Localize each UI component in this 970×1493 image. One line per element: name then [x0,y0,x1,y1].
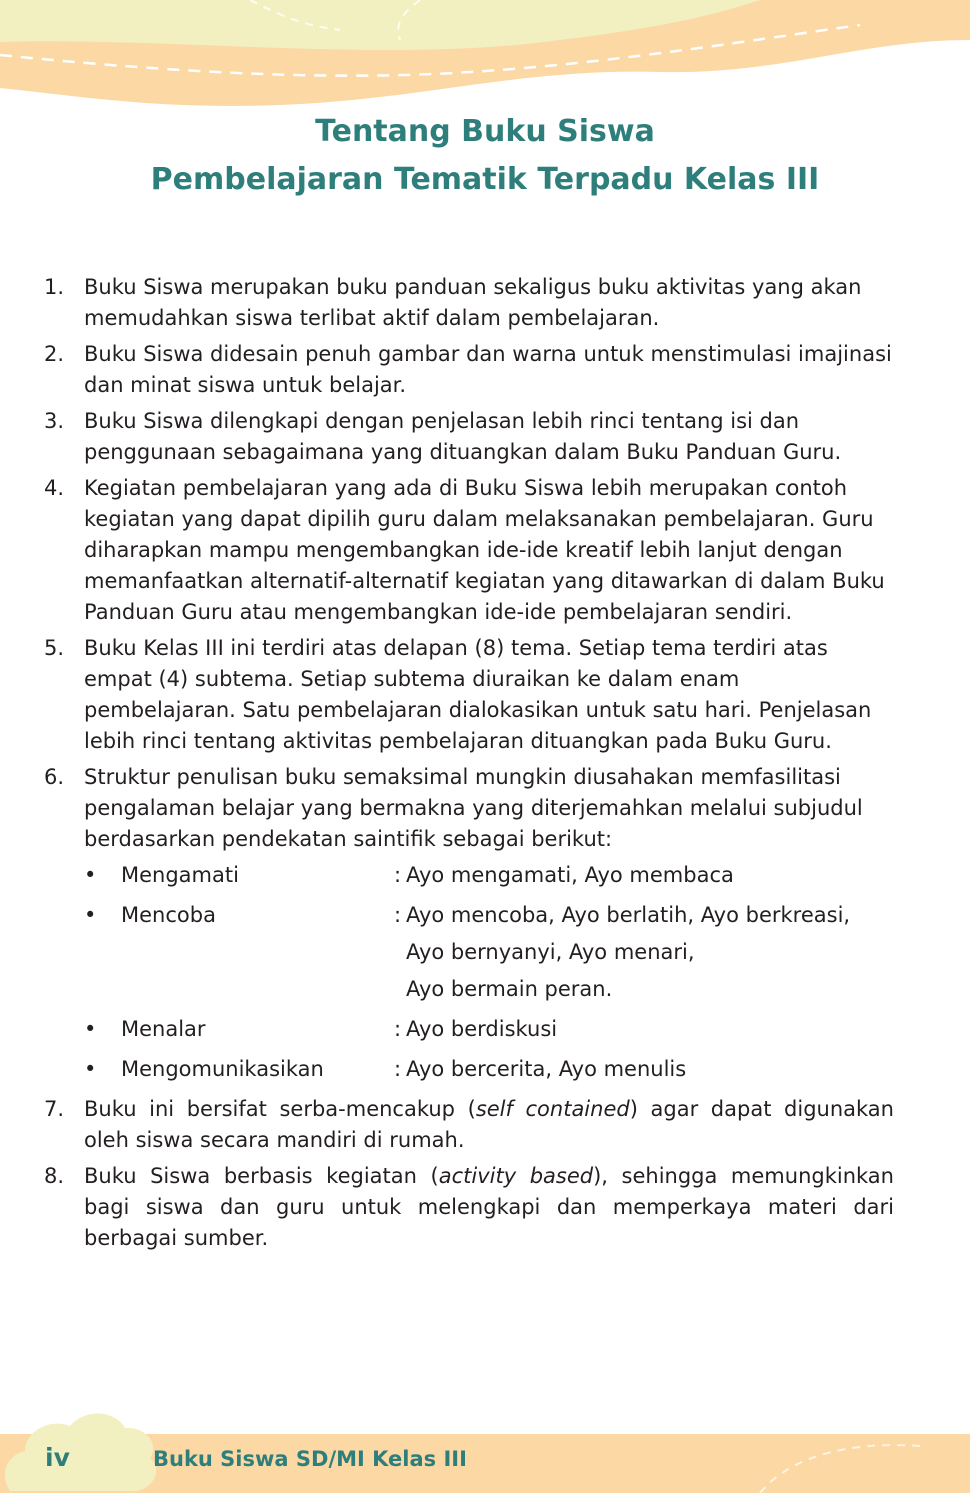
bullet-row-mencoba [44,900,894,1008]
bullet-value [406,857,894,894]
item-text: Struktur penulisan buku semaksimal mungkin diusahakan memfasilitasi pengalaman belajar yang bermakna yang diterjemahkan melalui subjudul berdasarkan pendekatan saintifik sebagai berikut: [84,765,863,851]
bullet-dot: • [84,863,97,887]
page-title [0,108,970,204]
bullet-name: Mencoba [121,903,216,927]
item-number: 6. [44,765,65,789]
bullet-value-line: Ayo berdiskusi [406,1017,558,1041]
bullet-value-line: Ayo mengamati, Ayo membaca [406,863,734,887]
bullet-dot: • [84,1057,97,1081]
item-number: 8. [44,1164,65,1188]
bullet-value [406,1051,894,1088]
item-number: 7. [44,1097,65,1121]
item-number: 1. [44,275,65,299]
footer-band-decoration [0,1396,970,1493]
item-text: Kegiatan pembelajaran yang ada di Buku Siswa lebih merupakan contoh kegiatan yang dapat dipilih guru dalam melaksanakan pembelajaran. Guru diharapkan mampu mengembangkan ide-ide kreatif lebih lanjut dengan memanfaatkan alternatif-alternatif kegiatan yang ditawarkan di dalam Buku Panduan Guru atau mengembangkan ide-ide pembelajaran sendiri. [84,476,885,624]
list-item [44,1161,894,1254]
list-item [44,406,894,468]
bullet-value [406,1011,894,1048]
bullet-name: Menalar [121,1017,206,1041]
item-text: Buku Siswa didesain penuh gambar dan warna untuk menstimulasi imajinasi dan minat siswa untuk belajar. [84,342,892,397]
list-item [44,339,894,401]
footer-book-title: Buku Siswa SD/MI Kelas III [153,1447,467,1471]
item-number: 3. [44,409,65,433]
list-item [44,1094,894,1156]
numbered-list [44,272,894,1259]
header-wave-decoration [0,0,970,120]
bullet-colon: : [394,1017,402,1041]
bullet-value-line: Ayo mencoba, Ayo berlatih, Ayo berkreasi, [406,903,851,927]
title-line-1: Tentang Buku Siswa [315,114,655,149]
italic-term: activity based [438,1164,594,1188]
bullet-row-mengomunikasikan [44,1054,894,1088]
italic-term: self contained [475,1097,630,1121]
item-text: Buku Siswa merupakan buku panduan sekaligus buku aktivitas yang akan memudahkan siswa terlibat aktif dalam pembelajaran. [84,275,862,330]
item-text: Buku Kelas III ini terdiri atas delapan (8) tema. Setiap tema terdiri atas empat (4) subtema. Setiap subtema diuraikan ke dalam enam pembelajaran. Satu pembelajaran dialokasikan untuk satu hari. Penjelasan lebih rinci tentang aktivitas pembelajaran dituangkan pada Buku Guru. [84,636,872,753]
item-number: 4. [44,476,65,500]
bullet-name: Mengomunikasikan [121,1057,324,1081]
list-item [44,633,894,757]
item-text: Buku ini bersifat serba-mencakup (self contained) agar dapat digunakan oleh siswa secara mandiri di rumah. [84,1097,894,1152]
bullet-dot: • [84,1017,97,1041]
title-line-2: Pembelajaran Tematik Terpadu Kelas III [150,162,820,197]
bullet-colon: : [394,903,402,927]
bullet-value [406,897,894,1008]
item-text: Buku Siswa berbasis kegiatan (activity based), sehingga memungkinkan bagi siswa dan guru untuk melengkapi dan memperkaya materi dari berbagai sumber. [84,1164,894,1250]
item-number: 2. [44,342,65,366]
bullet-name: Mengamati [121,863,239,887]
bullet-value-line: Ayo bermain peran. [406,977,613,1001]
page-number: iv [45,1443,70,1472]
scientific-approach-list [44,860,894,1088]
bullet-colon: : [394,1057,402,1081]
bullet-row-menalar [44,1014,894,1048]
list-item [44,272,894,334]
bullet-value-line: Ayo bernyanyi, Ayo menari, [406,940,695,964]
bullet-colon: : [394,863,402,887]
item-text: Buku Siswa dilengkapi dengan penjelasan lebih rinci tentang isi dan penggunaan sebagaimana yang dituangkan dalam Buku Panduan Guru. [84,409,842,464]
bullet-value-line: Ayo bercerita, Ayo menulis [406,1057,687,1081]
list-item [44,473,894,628]
list-item [44,762,894,855]
bullet-dot: • [84,903,97,927]
bullet-row-mengamati [44,860,894,894]
item-number: 5. [44,636,65,660]
